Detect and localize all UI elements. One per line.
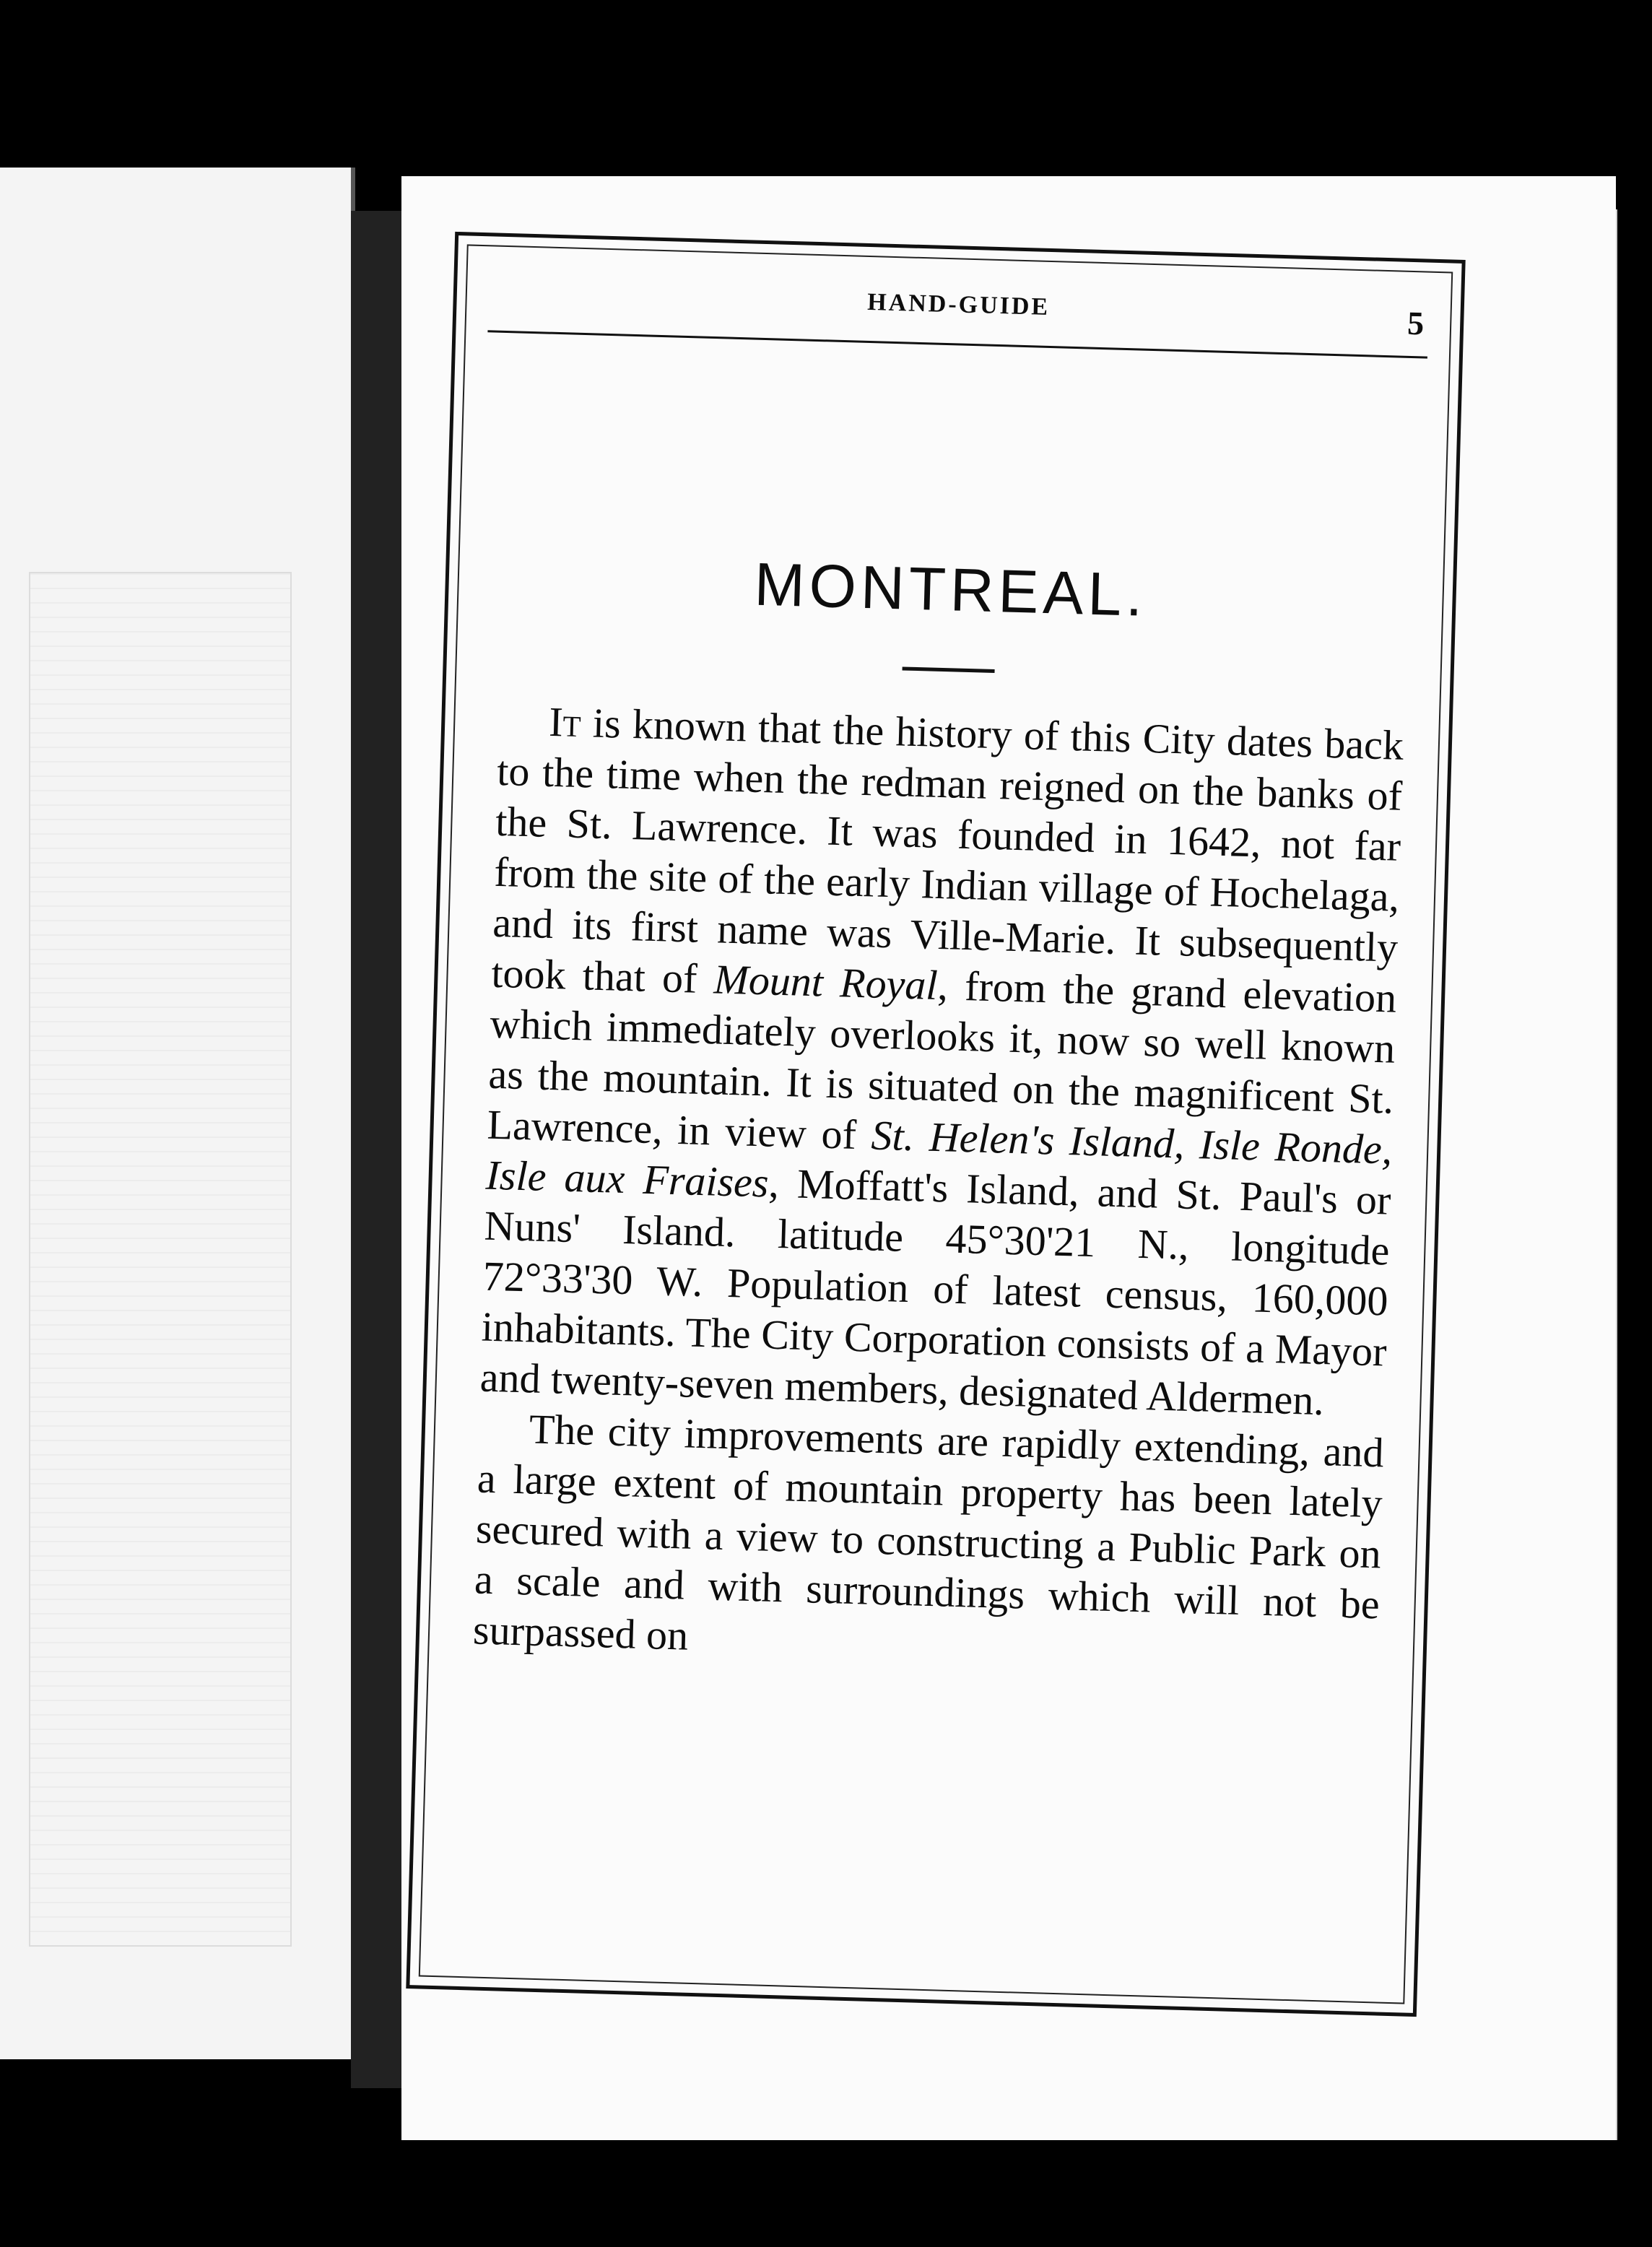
paragraph-2: The city improvements are rapidly extending, and a large extent of mountain property has been lately secured with a view to constructing a Public Park on a scale and with surroundings which will not be surpassed on xyxy=(472,1405,1385,1659)
paragraph-1-text-c: , Moffatt's Island, and St. Paul's or Nuns' Island. latitude 45°30'21 N., longitude 72°33'30 W. Population of latest census, 160,000 inhabitants. The City Corporation consists of a Mayor and twenty-seven members, designated Aldermen. xyxy=(479,1159,1392,1425)
italic-mount-royal: Mount Royal xyxy=(713,955,939,1009)
paragraph-1 xyxy=(479,695,1404,1428)
title-rule xyxy=(903,666,995,673)
paragraph-1-text-a: is known that the history of this City dates back to the time when the redman reigned on the banks of the St. Lawrence. It was founded in 1642, not far from the site of the early Indian village of Hochelaga, and its first name was Ville-Marie. It subsequently took that of xyxy=(490,699,1404,1003)
facing-left-page xyxy=(0,168,355,2059)
bottom-shadow xyxy=(351,2140,1651,2247)
chapter-title: MONTREAL. xyxy=(753,549,1148,629)
page-frame xyxy=(406,232,1465,2017)
page-number: 5 xyxy=(1407,304,1425,342)
book-gutter xyxy=(351,211,401,2088)
running-head-title: HAND-GUIDE xyxy=(866,288,1051,321)
body-text xyxy=(451,695,1417,1681)
book-page xyxy=(401,176,1616,2143)
paragraph-1-text-b: , from the grand elevation which immediately overlooks it, now so well known as the mountain. It is situated on the magnificent St. Lawrence, in view of xyxy=(486,962,1398,1159)
running-head xyxy=(487,265,1429,358)
paragraph-lead-word: It xyxy=(548,697,582,747)
page-content xyxy=(409,235,1461,2013)
italic-island-names: St. Helen's Island, Isle Ronde, Isle aux Fraises xyxy=(484,1111,1394,1207)
